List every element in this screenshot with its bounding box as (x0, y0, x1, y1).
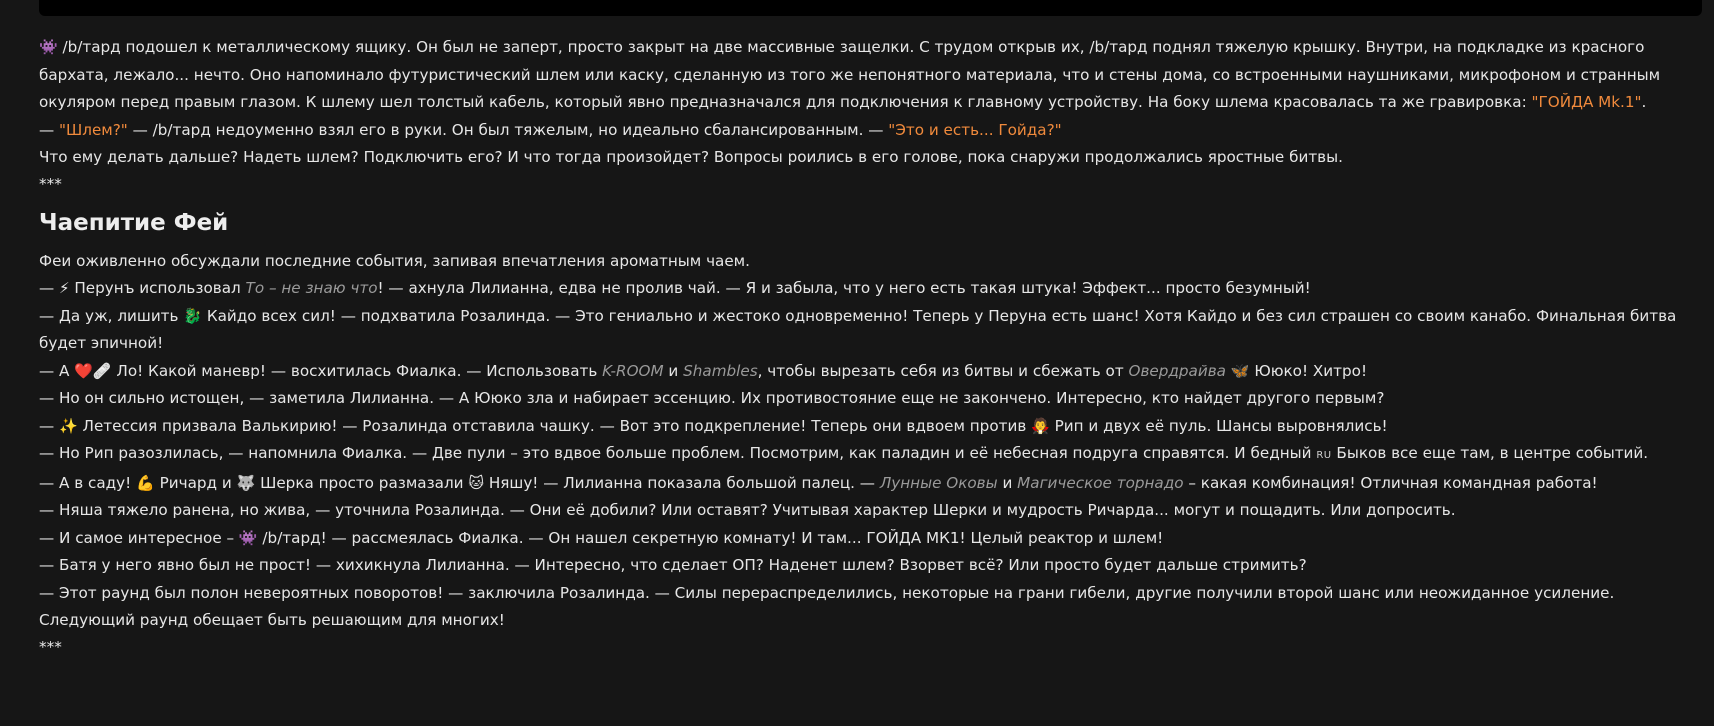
ability-name: Лунные Оковы (879, 473, 998, 492)
alien-icon: 👾 (238, 528, 258, 547)
muscle-icon: 💪 (136, 473, 155, 492)
ability-name: Магическое торнадо (1017, 473, 1184, 492)
story-dialog: — "Шлем?" — /b/тард недоуменно взял его в руки. Он был тяжелым, но идеально сбалансированным. — "Это и есть... Гойда?" (39, 120, 1062, 139)
cat-icon: 🐱 (468, 473, 485, 492)
dialog-line: — Няша тяжело ранена, но жива, — уточнила Розалинда. — Они её добили? Или оставят? Учитывая характер Шерки и мудрость Ричарда... могут и пощадить. Или допросить. (39, 501, 1456, 519)
dialog-line: — Но Рип разозлилась, — напомнила Фиалка. — Две пули – это вдвое больше проблем. Посмотрим, как паладин и её небесная подруга справятся. И бедный RU Быков все еще там, в центре событий. (39, 444, 1649, 462)
story-question: Что ему делать дальше? Надеть шлем? Подключить его? И что тогда произойдет? Вопросы роились в его голове, пока снаружи продолжались яростные битвы. (39, 148, 1343, 166)
alien-icon: 👾 (39, 38, 58, 56)
quote: "ГОЙДА Mk.1" (1531, 93, 1642, 111)
dialog-line: — А в саду! 💪 Ричард и 🐺 Шерка просто размазали 🐱 Няшу! — Лилианна показала большой палец. — Лунные Оковы и Магическое торнадо – какая комбинация! Отличная командная работа! (39, 473, 1598, 492)
wolf-icon: 🐺 (236, 473, 256, 492)
bandaged-heart-icon: ❤️🩹 (74, 361, 112, 380)
top-bar (39, 0, 1702, 16)
dialog-line: — Да уж, лишить 🐉 Кайдо всех сил! — подхватила Розалинда. — Это гениально и жестоко одновременно! Теперь у Перуна есть шанс! Хотя Кайдо и без сил страшен со своим канабо. Финальная битва будет эпичной! (39, 306, 1677, 352)
ru-flag-icon: RU (1316, 450, 1332, 461)
dialog-line: — Этот раунд был полон невероятных поворотов! — заключила Розалинда. — Силы перераспределились, некоторые на грани гибели, другие получили второй шанс или неожиданное усиление. Следующий раунд обещает быть решающим для многих! (39, 583, 1615, 629)
dialog-line: — Но он сильно истощен, — заметила Лилианна. — А Ююко зла и набирает эссенцию. Их противостояние еще не закончено. Интересно, кто найдет другого первым? (39, 389, 1385, 407)
story-paragraph: 👾 /b/тард подошел к металлическому ящику. Он был не заперт, просто закрыт на две массивные защелки. С трудом открыв их, /b/тард поднял тяжелую крышку. Внутри, на подкладке из красного бархата, лежало... нечто. Оно напоминало футуристический шлем или каску, сделанную из того же непонятного материала, что и стены дома, со встроенными наушниками, микрофоном и странным окуляром перед правым глазом. К шлему шел толстый кабель, который явно предназначался для подключения к главному устройству. На боку шлема красовалась та же гравировка: "ГОЙДА Mk.1". (39, 38, 1661, 111)
lightning-icon: ⚡ (59, 279, 70, 297)
ability-name: K-ROOM (602, 361, 664, 380)
dialog-line: — ⚡ Перунъ использовал То – не знаю что! — ахнула Лилианна, едва не пролив чай. — Я и забыла, что у него есть такая штука! Эффект... просто безумный! (39, 279, 1311, 297)
dialog-line: — ✨ Летессия призвала Валькирию! — Розалинда отставила чашку. — Вот это подкрепление! Теперь они вдвоем против 🧛 Рип и двух её пуль. Шансы выровнялись! (39, 416, 1388, 435)
ability-name: Овердрайва (1128, 361, 1226, 380)
section-intro: Феи оживленно обсуждали последние события, запивая впечатления ароматным чаем. (39, 251, 750, 270)
quote: "Шлем?" (59, 120, 128, 139)
dialog-line: — Батя у него явно был не прост! — хихикнула Лилианна. — Интересно, что сделает ОП? Наденет шлем? Взорвет всё? Или просто будет дальше стримить? (39, 556, 1307, 574)
ability-name: Shambles (683, 361, 758, 380)
separator: *** (39, 174, 62, 193)
sparkles-icon: ✨ (59, 416, 78, 435)
ability-name: То – не знаю что (245, 279, 378, 297)
separator: *** (39, 637, 62, 656)
section-title: Чаепитие Фей (39, 209, 229, 236)
dialog-line: — А ❤️🩹 Ло! Какой маневр! — восхитилась Фиалка. — Использовать K-ROOM и Shambles, чтобы вырезать себя из битвы и сбежать от Овердрайва 🦋 Ююко! Хитро! (39, 361, 1368, 380)
butterfly-icon: 🦋 (1230, 361, 1250, 380)
quote: "Это и есть... Гойда?" (888, 120, 1062, 139)
dialog-line: — И самое интересное – 👾 /b/тард! — рассмеялась Фиалка. — Он нашел секретную комнату! И там... ГОЙДА МК1! Целый реактор и шлем! (39, 528, 1164, 547)
dragon-icon: 🐉 (183, 306, 202, 325)
vampire-icon: 🧛 (1031, 416, 1050, 435)
message-content (39, 34, 1707, 659)
